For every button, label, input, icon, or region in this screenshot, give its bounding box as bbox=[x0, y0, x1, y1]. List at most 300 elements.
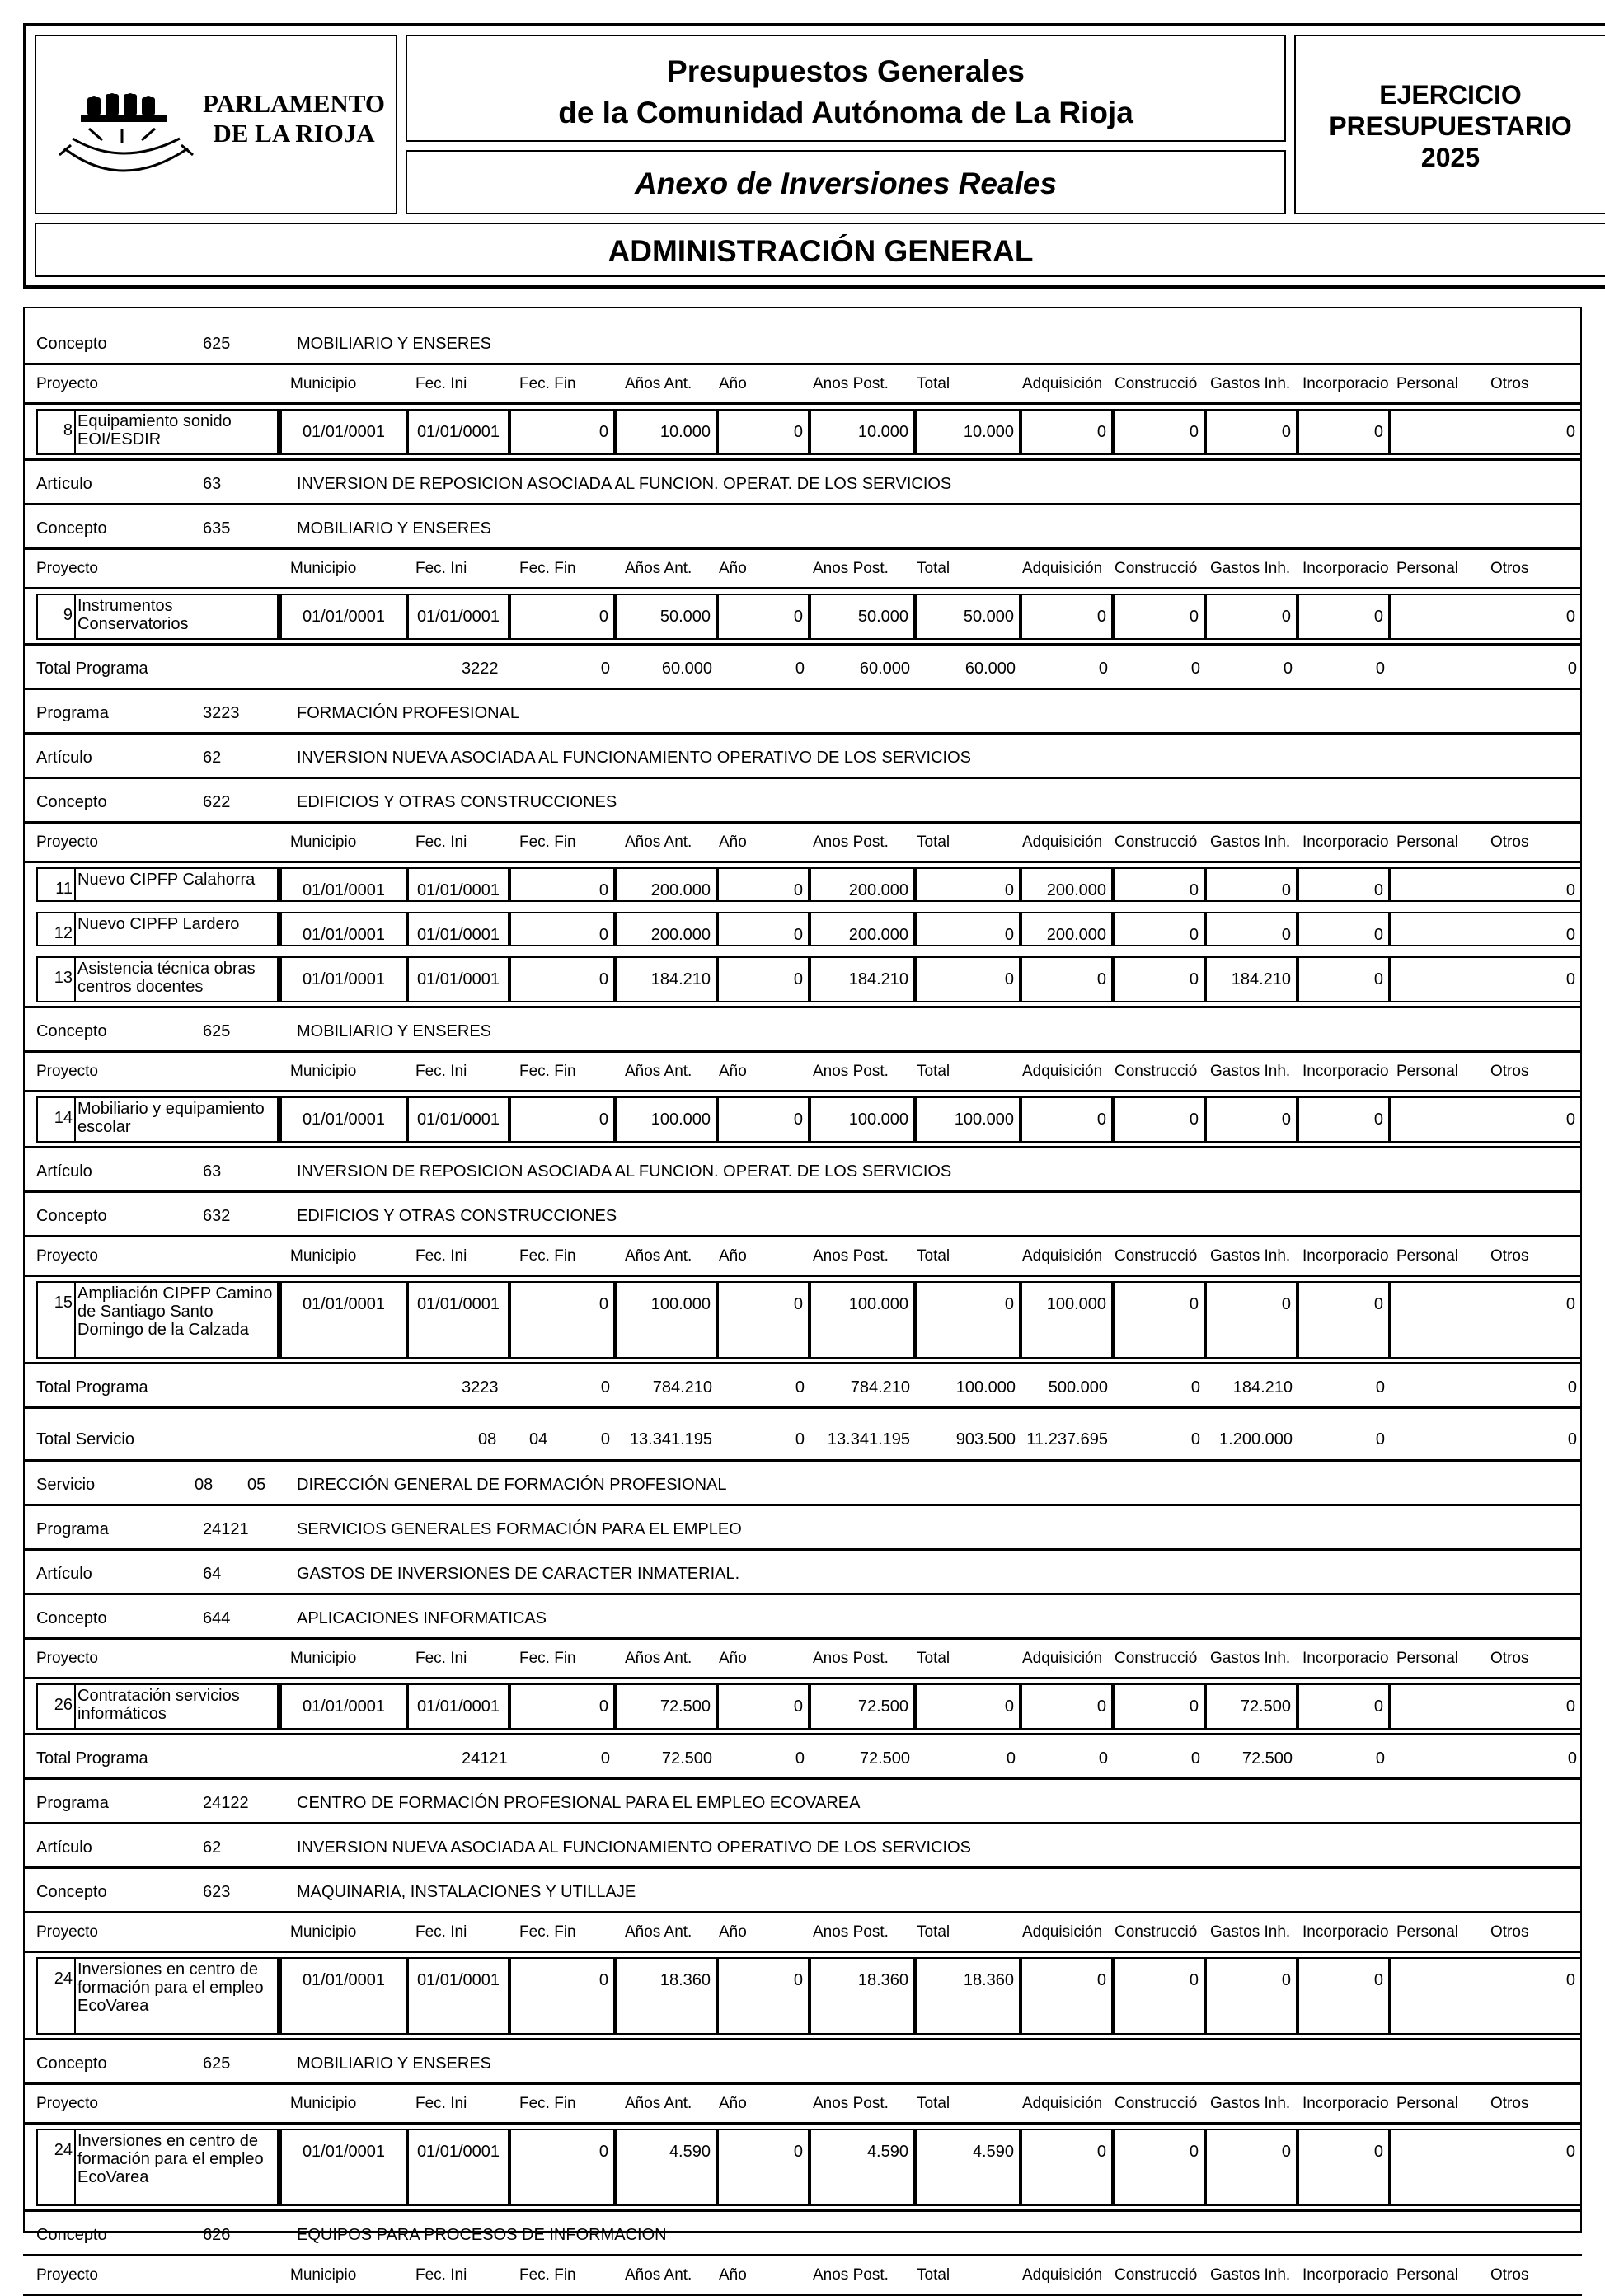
project-cons: 0 bbox=[1021, 1683, 1113, 1730]
column-header-10: Construcció bbox=[1115, 1650, 1198, 1667]
title-box bbox=[406, 35, 1286, 142]
row-divider bbox=[23, 1090, 1582, 1092]
column-header-13: Personal bbox=[1396, 1923, 1458, 1941]
project-per: 0 bbox=[1298, 912, 1390, 946]
ejercicio-line2: PRESUPUESTARIO bbox=[1329, 111, 1572, 141]
column-header-8: Total bbox=[917, 2266, 950, 2284]
project-description: Ampliación CIPFP Camino de Santiago Santo Domingo de la Calzada bbox=[74, 1281, 279, 1359]
row-divider bbox=[23, 1235, 1582, 1237]
project-post: 0 bbox=[717, 1096, 810, 1143]
project-cons: 0 bbox=[1021, 594, 1113, 640]
column-header-4: Fec. Fin bbox=[519, 375, 576, 392]
column-header-5: Años Ant. bbox=[625, 1063, 692, 1080]
total-programa-inc: 72.500 bbox=[1241, 1749, 1293, 1768]
column-header-7: Anos Post. bbox=[813, 375, 889, 392]
project-ini: 01/01/0001 bbox=[280, 1957, 407, 2035]
project-ant: 0 bbox=[509, 594, 615, 640]
project-per: 0 bbox=[1298, 1096, 1390, 1143]
column-header-7: Anos Post. bbox=[813, 1063, 889, 1080]
articulo-code: 64 bbox=[203, 1565, 222, 1583]
project-fin: 01/01/0001 bbox=[407, 594, 509, 640]
total-programa-inc: 0 bbox=[1283, 660, 1293, 678]
project-inc: 72.500 bbox=[1205, 1683, 1298, 1730]
total-programa-ant: 0 bbox=[600, 1749, 610, 1768]
column-header-7: Anos Post. bbox=[813, 1650, 889, 1667]
row-divider bbox=[23, 1866, 1582, 1869]
programa-code: 3223 bbox=[203, 704, 240, 722]
row-divider bbox=[23, 1050, 1582, 1053]
project-total: 200.000 bbox=[810, 867, 915, 902]
logo-box bbox=[35, 35, 397, 214]
project-gas: 0 bbox=[1113, 409, 1205, 455]
column-header-10: Construcció bbox=[1115, 560, 1198, 577]
column-header-14: Otros bbox=[1490, 1063, 1529, 1080]
project-inc: 0 bbox=[1205, 867, 1298, 902]
row-divider bbox=[23, 1733, 1582, 1735]
project-otr: 0 bbox=[1390, 867, 1582, 902]
column-header-11: Gastos Inh. bbox=[1210, 560, 1291, 577]
total-programa-gas: 0 bbox=[1190, 1749, 1200, 1768]
articulo-name: INVERSION NUEVA ASOCIADA AL FUNCIONAMIENTO OPERATIVO DE LOS SERVICIOS bbox=[297, 749, 971, 767]
servicio-code1: 08 bbox=[195, 1476, 214, 1494]
project-per: 0 bbox=[1298, 2129, 1390, 2206]
project-post: 0 bbox=[717, 1683, 810, 1730]
subtitle-box: Anexo de Inversiones Reales bbox=[406, 150, 1286, 214]
project-municipio-cell bbox=[279, 2129, 282, 2206]
total-programa-total: 784.210 bbox=[850, 1378, 910, 1397]
total-servicio-ano: 13.341.195 bbox=[629, 1430, 712, 1448]
programa-name: SERVICIOS GENERALES FORMACIÓN PARA EL EMPLEO bbox=[297, 1520, 742, 1538]
project-number: 26 bbox=[54, 1696, 73, 1714]
project-total: 100.000 bbox=[810, 1096, 915, 1143]
project-ini: 01/01/0001 bbox=[280, 409, 407, 455]
project-total: 4.590 bbox=[810, 2129, 915, 2206]
column-header-2: Municipio bbox=[290, 833, 357, 851]
column-header-13: Personal bbox=[1396, 2095, 1458, 2112]
concepto-label: Concepto bbox=[36, 2226, 107, 2244]
column-header-9: Adquisición bbox=[1022, 2095, 1103, 2112]
project-per: 0 bbox=[1298, 1281, 1390, 1359]
column-header-7: Anos Post. bbox=[813, 2095, 889, 2112]
column-header-11: Gastos Inh. bbox=[1210, 833, 1291, 851]
project-ano: 4.590 bbox=[615, 2129, 717, 2206]
row-divider bbox=[23, 402, 1582, 405]
project-adq: 0 bbox=[915, 912, 1021, 946]
row-divider bbox=[23, 2254, 1582, 2256]
project-adq: 0 bbox=[915, 956, 1021, 1002]
row-divider bbox=[23, 1459, 1582, 1462]
project-description: Mobiliario y equipamiento escolar bbox=[74, 1096, 279, 1143]
row-divider bbox=[23, 503, 1582, 505]
project-ant: 0 bbox=[509, 1957, 615, 2035]
row-divider bbox=[23, 1777, 1582, 1780]
concepto-code: 632 bbox=[203, 1207, 231, 1225]
project-description: Inversiones en centro de formación para el empleo EcoVarea bbox=[74, 1957, 279, 2035]
column-header-6: Año bbox=[719, 375, 747, 392]
project-ant: 0 bbox=[509, 912, 615, 946]
project-inc: 0 bbox=[1205, 594, 1298, 640]
total-programa-label: Total Programa bbox=[36, 1378, 148, 1397]
project-ini: 01/01/0001 bbox=[280, 594, 407, 640]
project-otr: 0 bbox=[1390, 594, 1582, 640]
total-programa-gas: 0 bbox=[1190, 660, 1200, 678]
row-divider bbox=[23, 547, 1582, 550]
total-programa-adq: 0 bbox=[1006, 1749, 1016, 1768]
programa-code: 24122 bbox=[203, 1794, 249, 1812]
section-title: ADMINISTRACIÓN GENERAL bbox=[35, 223, 1605, 277]
articulo-name: INVERSION DE REPOSICION ASOCIADA AL FUNCION. OPERAT. DE LOS SERVICIOS bbox=[297, 1162, 952, 1181]
project-fin: 01/01/0001 bbox=[407, 956, 509, 1002]
column-header-2: Municipio bbox=[290, 1247, 357, 1265]
column-header-10: Construcció bbox=[1115, 1063, 1198, 1080]
column-header-8: Total bbox=[917, 1923, 950, 1941]
project-number: 13 bbox=[54, 969, 73, 987]
project-total: 72.500 bbox=[810, 1683, 915, 1730]
project-municipio-cell bbox=[279, 956, 282, 1002]
project-cons: 0 bbox=[1021, 2129, 1113, 2206]
row-divider bbox=[23, 732, 1582, 735]
total-programa-otr: 0 bbox=[1567, 660, 1577, 678]
project-inc: 0 bbox=[1205, 1281, 1298, 1359]
row-divider bbox=[23, 2122, 1582, 2125]
row-divider bbox=[23, 2038, 1582, 2040]
column-header-1: Proyecto bbox=[36, 1650, 98, 1667]
logo-line2: DE LA RIOJA bbox=[213, 119, 375, 148]
column-header-3: Fec. Ini bbox=[415, 2266, 467, 2284]
project-per: 0 bbox=[1298, 594, 1390, 640]
column-header-4: Fec. Fin bbox=[519, 2095, 576, 2112]
project-ini: 01/01/0001 bbox=[280, 2129, 407, 2206]
column-header-13: Personal bbox=[1396, 1063, 1458, 1080]
column-header-8: Total bbox=[917, 375, 950, 392]
column-header-9: Adquisición bbox=[1022, 1063, 1103, 1080]
total-programa-total: 72.500 bbox=[859, 1749, 910, 1768]
column-header-14: Otros bbox=[1490, 560, 1529, 577]
total-programa-per: 0 bbox=[1375, 1378, 1385, 1397]
column-header-4: Fec. Fin bbox=[519, 1247, 576, 1265]
concepto-label: Concepto bbox=[36, 1207, 107, 1225]
total-programa-cons: 500.000 bbox=[1048, 1378, 1108, 1397]
articulo-label: Artículo bbox=[36, 475, 92, 493]
project-otr: 0 bbox=[1390, 912, 1582, 946]
project-ano: 100.000 bbox=[615, 1281, 717, 1359]
project-gas: 0 bbox=[1113, 912, 1205, 946]
project-total: 50.000 bbox=[810, 594, 915, 640]
column-header-5: Años Ant. bbox=[625, 2095, 692, 2112]
articulo-name: INVERSION DE REPOSICION ASOCIADA AL FUNCION. OPERAT. DE LOS SERVICIOS bbox=[297, 475, 952, 493]
project-cons: 200.000 bbox=[1021, 867, 1113, 902]
total-programa-code: 3222 bbox=[462, 660, 499, 678]
column-header-5: Años Ant. bbox=[625, 2266, 692, 2284]
project-gas: 0 bbox=[1113, 1281, 1205, 1359]
column-header-12: Incorporacio bbox=[1302, 1923, 1389, 1941]
column-header-7: Anos Post. bbox=[813, 1247, 889, 1265]
column-header-14: Otros bbox=[1490, 2266, 1529, 2284]
column-header-5: Años Ant. bbox=[625, 1650, 692, 1667]
total-programa-post: 0 bbox=[795, 1378, 805, 1397]
column-header-6: Año bbox=[719, 1923, 747, 1941]
column-header-10: Construcció bbox=[1115, 2095, 1198, 2112]
project-inc: 0 bbox=[1205, 1957, 1298, 2035]
articulo-code: 63 bbox=[203, 475, 222, 493]
column-header-6: Año bbox=[719, 833, 747, 851]
project-cons: 200.000 bbox=[1021, 912, 1113, 946]
project-inc: 0 bbox=[1205, 1096, 1298, 1143]
project-inc: 0 bbox=[1205, 2129, 1298, 2206]
project-total: 184.210 bbox=[810, 956, 915, 1002]
project-cons: 0 bbox=[1021, 409, 1113, 455]
project-post: 0 bbox=[717, 594, 810, 640]
project-fin: 01/01/0001 bbox=[407, 1683, 509, 1730]
servicio-name: DIRECCIÓN GENERAL DE FORMACIÓN PROFESIONAL bbox=[297, 1476, 727, 1494]
project-total: 10.000 bbox=[810, 409, 915, 455]
row-divider bbox=[23, 1677, 1582, 1679]
row-divider bbox=[23, 1637, 1582, 1640]
column-header-8: Total bbox=[917, 833, 950, 851]
project-description: Contratación servicios informáticos bbox=[74, 1683, 279, 1730]
programa-label: Programa bbox=[36, 1794, 109, 1812]
column-header-2: Municipio bbox=[290, 560, 357, 577]
servicio-code2: 05 bbox=[247, 1476, 266, 1494]
project-number: 14 bbox=[54, 1109, 73, 1127]
column-header-11: Gastos Inh. bbox=[1210, 1063, 1291, 1080]
row-divider bbox=[23, 1406, 1582, 1409]
total-servicio-code2: 04 bbox=[529, 1430, 548, 1448]
project-number: 9 bbox=[63, 606, 73, 624]
project-total: 100.000 bbox=[810, 1281, 915, 1359]
project-number: 12 bbox=[54, 924, 73, 942]
total-programa-adq: 100.000 bbox=[955, 1378, 1016, 1397]
column-header-3: Fec. Ini bbox=[415, 833, 467, 851]
row-divider bbox=[23, 1006, 1582, 1008]
column-header-10: Construcció bbox=[1115, 833, 1198, 851]
column-header-7: Anos Post. bbox=[813, 2266, 889, 2284]
column-header-5: Años Ant. bbox=[625, 1247, 692, 1265]
column-header-13: Personal bbox=[1396, 2266, 1458, 2284]
total-programa-inc: 184.210 bbox=[1232, 1378, 1293, 1397]
total-programa-ant: 0 bbox=[600, 1378, 610, 1397]
project-gas: 0 bbox=[1113, 2129, 1205, 2206]
column-header-4: Fec. Fin bbox=[519, 1650, 576, 1667]
column-header-2: Municipio bbox=[290, 2095, 357, 2112]
project-post: 0 bbox=[717, 2129, 810, 2206]
project-ano: 184.210 bbox=[615, 956, 717, 1002]
total-programa-per: 0 bbox=[1375, 1749, 1385, 1768]
column-header-3: Fec. Ini bbox=[415, 2095, 467, 2112]
column-header-14: Otros bbox=[1490, 833, 1529, 851]
project-municipio-cell bbox=[279, 1683, 282, 1730]
column-header-3: Fec. Ini bbox=[415, 375, 467, 392]
project-municipio-cell bbox=[279, 1281, 282, 1359]
concepto-name: MOBILIARIO Y ENSERES bbox=[297, 335, 492, 353]
column-header-4: Fec. Fin bbox=[519, 560, 576, 577]
project-gas: 0 bbox=[1113, 1683, 1205, 1730]
ejercicio-line3: 2025 bbox=[1420, 143, 1481, 172]
total-programa-post: 0 bbox=[795, 1749, 805, 1768]
total-servicio-cons: 11.237.695 bbox=[1026, 1430, 1108, 1448]
concepto-name: MOBILIARIO Y ENSERES bbox=[297, 1022, 492, 1040]
column-header-6: Año bbox=[719, 1650, 747, 1667]
column-header-14: Otros bbox=[1490, 2095, 1529, 2112]
column-header-11: Gastos Inh. bbox=[1210, 1923, 1291, 1941]
column-header-11: Gastos Inh. bbox=[1210, 2266, 1291, 2284]
project-fin: 01/01/0001 bbox=[407, 1096, 509, 1143]
column-header-1: Proyecto bbox=[36, 2095, 98, 2112]
programa-label: Programa bbox=[36, 704, 109, 722]
project-gas: 0 bbox=[1113, 594, 1205, 640]
total-programa-label: Total Programa bbox=[36, 660, 148, 678]
column-header-12: Incorporacio bbox=[1302, 1063, 1389, 1080]
project-per: 0 bbox=[1298, 956, 1390, 1002]
total-programa-ano: 72.500 bbox=[661, 1749, 712, 1768]
project-ini: 01/01/0001 bbox=[280, 1281, 407, 1359]
project-ant: 0 bbox=[509, 867, 615, 902]
column-header-10: Construcció bbox=[1115, 375, 1198, 392]
project-fin: 01/01/0001 bbox=[407, 409, 509, 455]
column-header-3: Fec. Ini bbox=[415, 1247, 467, 1265]
project-otr: 0 bbox=[1390, 1957, 1582, 2035]
row-divider bbox=[23, 688, 1582, 690]
project-ano: 200.000 bbox=[615, 867, 717, 902]
ejercicio-box bbox=[1294, 35, 1605, 214]
column-header-9: Adquisición bbox=[1022, 560, 1103, 577]
project-ant: 0 bbox=[509, 2129, 615, 2206]
concepto-label: Concepto bbox=[36, 335, 107, 353]
column-header-2: Municipio bbox=[290, 1650, 357, 1667]
project-adq: 0 bbox=[915, 1281, 1021, 1359]
total-servicio-gas: 0 bbox=[1190, 1430, 1200, 1448]
column-header-13: Personal bbox=[1396, 1650, 1458, 1667]
column-header-1: Proyecto bbox=[36, 2266, 98, 2284]
project-municipio-cell bbox=[279, 594, 282, 640]
project-total: 18.360 bbox=[810, 1957, 915, 2035]
row-divider bbox=[23, 1911, 1582, 1913]
total-servicio-post: 0 bbox=[795, 1430, 805, 1448]
concepto-label: Concepto bbox=[36, 1022, 107, 1040]
row-divider bbox=[23, 1190, 1582, 1193]
column-header-12: Incorporacio bbox=[1302, 2095, 1389, 2112]
row-divider bbox=[23, 777, 1582, 779]
concepto-name: EDIFICIOS Y OTRAS CONSTRUCCIONES bbox=[297, 1207, 617, 1225]
column-header-13: Personal bbox=[1396, 375, 1458, 392]
column-header-14: Otros bbox=[1490, 1650, 1529, 1667]
project-municipio-cell bbox=[279, 1957, 282, 2035]
column-header-11: Gastos Inh. bbox=[1210, 2095, 1291, 2112]
column-header-6: Año bbox=[719, 560, 747, 577]
column-header-6: Año bbox=[719, 1247, 747, 1265]
total-programa-ano: 60.000 bbox=[661, 660, 712, 678]
column-header-3: Fec. Ini bbox=[415, 560, 467, 577]
articulo-code: 62 bbox=[203, 1838, 222, 1857]
column-header-7: Anos Post. bbox=[813, 833, 889, 851]
column-header-12: Incorporacio bbox=[1302, 833, 1389, 851]
project-adq: 50.000 bbox=[915, 594, 1021, 640]
project-fin: 01/01/0001 bbox=[407, 1281, 509, 1359]
row-divider bbox=[23, 1146, 1582, 1148]
project-inc: 0 bbox=[1205, 912, 1298, 946]
project-ant: 0 bbox=[509, 409, 615, 455]
articulo-name: INVERSION NUEVA ASOCIADA AL FUNCIONAMIENTO OPERATIVO DE LOS SERVICIOS bbox=[297, 1838, 971, 1857]
concepto-code: 622 bbox=[203, 793, 231, 811]
total-programa-total: 60.000 bbox=[859, 660, 910, 678]
row-divider bbox=[23, 861, 1582, 863]
total-servicio-code1: 08 bbox=[478, 1430, 497, 1448]
project-ant: 0 bbox=[509, 956, 615, 1002]
project-ano: 18.360 bbox=[615, 1957, 717, 2035]
project-ant: 0 bbox=[509, 1281, 615, 1359]
column-header-1: Proyecto bbox=[36, 1063, 98, 1080]
concepto-label: Concepto bbox=[36, 1609, 107, 1627]
column-header-8: Total bbox=[917, 1650, 950, 1667]
project-per: 0 bbox=[1298, 409, 1390, 455]
project-otr: 0 bbox=[1390, 1281, 1582, 1359]
column-header-12: Incorporacio bbox=[1302, 1247, 1389, 1265]
ejercicio-line1: EJERCICIO bbox=[1379, 80, 1522, 110]
total-servicio-label: Total Servicio bbox=[36, 1430, 134, 1448]
concepto-label: Concepto bbox=[36, 793, 107, 811]
project-description: Instrumentos Conservatorios bbox=[74, 594, 279, 640]
project-ant: 0 bbox=[509, 1683, 615, 1730]
project-post: 0 bbox=[717, 912, 810, 946]
total-servicio-otr: 0 bbox=[1567, 1430, 1577, 1448]
total-programa-cons: 0 bbox=[1098, 1749, 1108, 1768]
concepto-label: Concepto bbox=[36, 519, 107, 538]
total-servicio-inc: 1.200.000 bbox=[1219, 1430, 1293, 1448]
project-fin: 01/01/0001 bbox=[407, 1957, 509, 2035]
row-divider bbox=[23, 458, 1582, 461]
project-post: 0 bbox=[717, 1957, 810, 2035]
row-divider bbox=[23, 1593, 1582, 1595]
column-header-5: Años Ant. bbox=[625, 560, 692, 577]
articulo-label: Artículo bbox=[36, 1162, 92, 1181]
articulo-name: GASTOS DE INVERSIONES DE CARACTER INMATERIAL. bbox=[297, 1565, 740, 1583]
concepto-code: 625 bbox=[203, 335, 231, 353]
project-municipio-cell bbox=[279, 912, 282, 946]
column-header-3: Fec. Ini bbox=[415, 1650, 467, 1667]
title-line2: de la Comunidad Autónoma de La Rioja bbox=[558, 96, 1133, 129]
project-adq: 0 bbox=[915, 867, 1021, 902]
concepto-label: Concepto bbox=[36, 1883, 107, 1901]
total-servicio-total: 13.341.195 bbox=[827, 1430, 910, 1448]
articulo-code: 62 bbox=[203, 749, 222, 767]
project-adq: 4.590 bbox=[915, 2129, 1021, 2206]
row-divider bbox=[23, 1548, 1582, 1551]
total-programa-label: Total Programa bbox=[36, 1749, 148, 1768]
total-programa-ant: 0 bbox=[600, 660, 610, 678]
row-divider bbox=[23, 2082, 1582, 2085]
column-header-10: Construcció bbox=[1115, 2266, 1198, 2284]
project-adq: 18.360 bbox=[915, 1957, 1021, 2035]
project-per: 0 bbox=[1298, 1683, 1390, 1730]
column-header-12: Incorporacio bbox=[1302, 560, 1389, 577]
total-programa-code: 3223 bbox=[462, 1378, 499, 1397]
column-header-11: Gastos Inh. bbox=[1210, 375, 1291, 392]
project-gas: 0 bbox=[1113, 956, 1205, 1002]
column-header-5: Años Ant. bbox=[625, 375, 692, 392]
column-header-6: Año bbox=[719, 1063, 747, 1080]
project-ini: 01/01/0001 bbox=[280, 867, 407, 902]
column-header-4: Fec. Fin bbox=[519, 1063, 576, 1080]
project-inc: 0 bbox=[1205, 409, 1298, 455]
articulo-label: Artículo bbox=[36, 1838, 92, 1857]
logo-line1: PARLAMENTO bbox=[203, 89, 386, 118]
title-line1: Presupuestos Generales bbox=[667, 54, 1025, 88]
concepto-name: APLICACIONES INFORMATICAS bbox=[297, 1609, 547, 1627]
row-divider bbox=[23, 643, 1582, 646]
project-number: 11 bbox=[55, 880, 73, 898]
column-header-8: Total bbox=[917, 560, 950, 577]
programa-name: FORMACIÓN PROFESIONAL bbox=[297, 704, 520, 722]
